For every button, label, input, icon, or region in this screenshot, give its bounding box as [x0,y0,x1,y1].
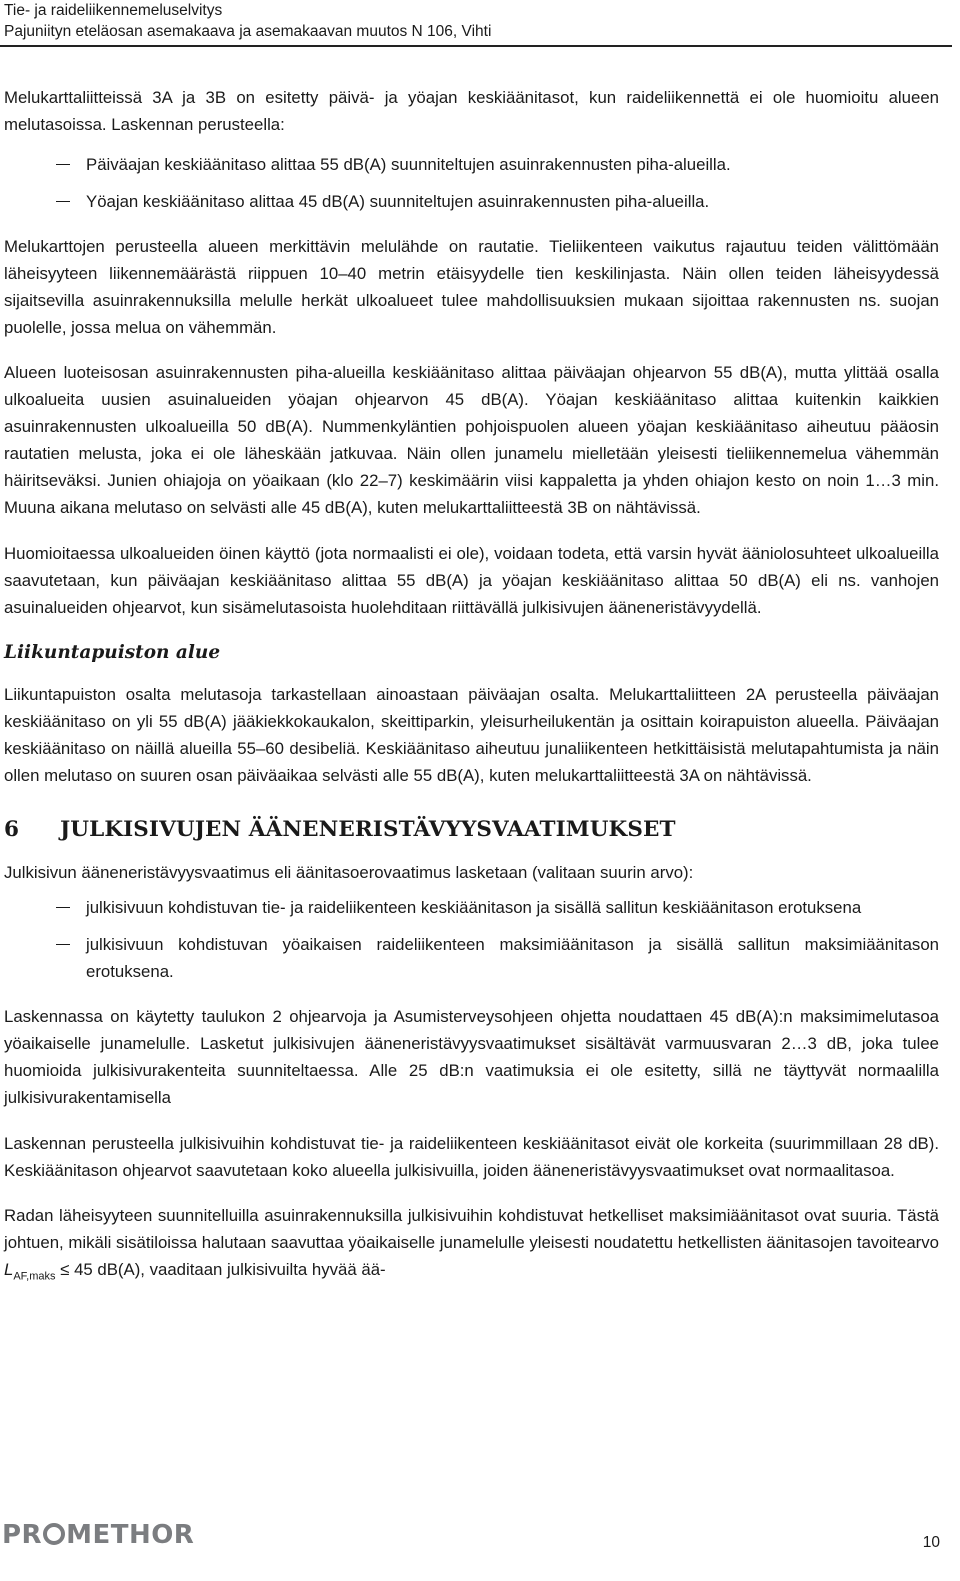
dash-bullet-icon [56,164,70,165]
paragraph-facade-levels: Laskennan perusteella julkisivuihin kohdistuvat tie- ja raideliikenteen keskiäänitasot eivät ole korkeita (suurimmillaan 28 dB). Keskiäänitason ohjearvot saavutetaan koko alueella julkisivuilla, joiden ääneneristävyysvaatimukset ovat normaalitasoa. [4,1133,939,1180]
paragraph-calculation: Laskennassa on käytetty taulukon 2 ohjearvoja ja Asumisterveysohjeen ohjetta noudattaen 45 dB(A):n maksimimelutasoa yöaikaiselle junamelulle. Lasketut julkisivujen ääneneristävyysvaatimukset sisältävät varmuusvaran 2…3 dB, joka tulee huomioida julkisivurakenteita suunniteltaessa. Alle 25 dB:n vaatimuksia ei ole esitetty, sillä ne täyttyvät normaalilla julkisivurakentamisella [4,1007,939,1107]
list-item: Päiväajan keskiäänitaso alittaa 55 dB(A) suunniteltujen asuinrakennusten piha-alueilla. [4,151,939,178]
paragraph-insulation-requirement: Julkisivun ääneneristävyysvaatimus eli äänitasoerovaatimus lasketaan (valitaan suurin arvo): [4,863,694,882]
dash-bullet-icon [56,201,70,202]
paragraph-northwest-area: Alueen luoteisosan asuinrakennusten piha-alueilla keskiäänitaso alittaa päiväajan ohjearvon 55 dB(A), mutta ylittää osalla ulkoalueita uusien asuinalueiden yöajan ohjearvon 45 dB(A). Yöajan keskiäänitaso alittaa kuitenkin kaikkien asuinrakennusten ulkoalueilla 50 dB(A). Nummenkyläntien pohjoispuolen alueen yöajan keskiäänitaso aiheutuu pääosin rautatien melusta, joka ei ole läheskään jatkuvaa. Näin ollen junamelu mielletään yleisesti tieliikennemelua vähemmän häiritseväksi. Junien ohiajoja on yöaikaan (klo 22–7) keskimäärin viisi kappaletta ja yhden ohiajon kesto on noin 1…3 min. Muuna aikana melutaso on selvästi alle 45 dB(A), kuten melukarttaliitteestä 3B on nähtävissä. [4,363,939,517]
subheading-sports-park: Liikuntapuiston alue [4,642,221,663]
dash-bullet-icon [56,907,70,908]
section-number: 6 [4,817,20,842]
section-title: JULKISIVUJEN ÄÄNENERISTÄVYYSVAATIMUKSET [60,817,676,842]
header-document-title: Tie- ja raideliikennemeluselvitys [4,2,223,19]
list-item: julkisivuun kohdistuvan tie- ja raideliikenteen keskiäänitason ja sisällä sallitun keskiäänitason erotuksena [4,894,939,921]
list-item: julkisivuun kohdistuvan yöaikaisen raideliikenteen maksimiäänitason ja sisällä sallitun maksimiäänitason erotuksena. [4,931,939,985]
header-project-title: Pajuniityn eteläosan asemakaava ja asemakaavan muutos N 106, Vihti [4,23,492,40]
document-body [4,84,939,1309]
promethor-logo: PR METHOR [2,1520,195,1550]
paragraph-railway-maximum: Radan läheisyyteen suunnitelluilla asuinrakennuksilla julkisivuihin kohdistuvat hetkelliset maksimiäänitasot ovat suuria. Tästä johtuen, mikäli sisätiloissa halutaan saavuttaa yöaikaiselle junamelulle yleisesti noudatettu hetkellisten äänitasojen tavoitearvo $L_{AF,maks} \le 45$ dB(A), vaaditaan julkisivuilta hyvää ää- [4,1206,939,1283]
paragraph-outdoor-night-use: Huomioitaessa ulkoalueiden öinen käyttö (jota normaalisti ei ole), voidaan todeta, että varsin hyvät ääniolosuhteet ulkoalueilla saavutetaan, kun päiväajan keskiäänitaso alittaa 55 dB(A) ja yöajan keskiäänitaso alittaa 50 dB(A) eli ns. vanhojen asuinalueiden ohjearvot, kun sisämelutasoista huolehditaan riittävällä julkisivujen ääneneristävyydellä. [4,543,939,617]
requirement-bullet-list [4,894,939,985]
dash-bullet-icon [56,944,70,945]
section-heading [4,813,939,847]
header-divider [0,45,952,47]
paragraph-sports-park: Liikuntapuiston osalta melutasoja tarkastellaan ainoastaan päiväajan osalta. Melukarttaliitteen 2A perusteella päiväajan keskiäänitaso on yli 55 dB(A) jääkiekkokaukalon, skeittiparkin, yleisurheilukentän ja osittain koirapuiston alueella. Päiväajan keskiäänitaso on näillä alueilla 55–60 desibeliä. Keskiäänitaso aiheutuu junaliikenteen hetkittäisistä melutapahtumista ja näin ollen melutaso on suuren osan päiväaikaa selvästi alle 55 dB(A), kuten melukarttaliitteestä 3A on nähtävissä. [4,685,939,785]
symbol-subscript: AF,maks [13,1270,56,1283]
logo-o-icon [43,1523,65,1545]
page-header [4,0,952,42]
page-number: 10 [922,1534,940,1551]
paragraph-main-noise-source: Melukarttojen perusteella alueen merkittävin melulähde on rautatie. Tieliikenteen vaikutus rajautuu teiden välittömään läheisyyteen liikennemäärästä riippuen 10–40 metrin etäisyydelle tien keskilinjasta. Näin ollen teiden läheisyydessä sijaitsevilla asuinrakennuksilla melulle herkät ulkoalueet tulee mahdollisuuksien mukaan sijoittaa rakennusten ns. suojan puolelle, jossa melua on vähemmän. [4,236,939,337]
intro-paragraph: Melukarttaliitteissä 3A ja 3B on esitetty päivä- ja yöajan keskiäänitasot, kun raideliikennettä ei ole huomioitu alueen melutasoissa. Laskennan perusteella: [4,88,939,134]
list-item: Yöajan keskiäänitaso alittaa 45 dB(A) suunniteltujen asuinrakennusten piha-alueilla. [4,188,939,215]
symbol-L: L [4,1260,14,1279]
intro-bullet-list [4,151,939,215]
